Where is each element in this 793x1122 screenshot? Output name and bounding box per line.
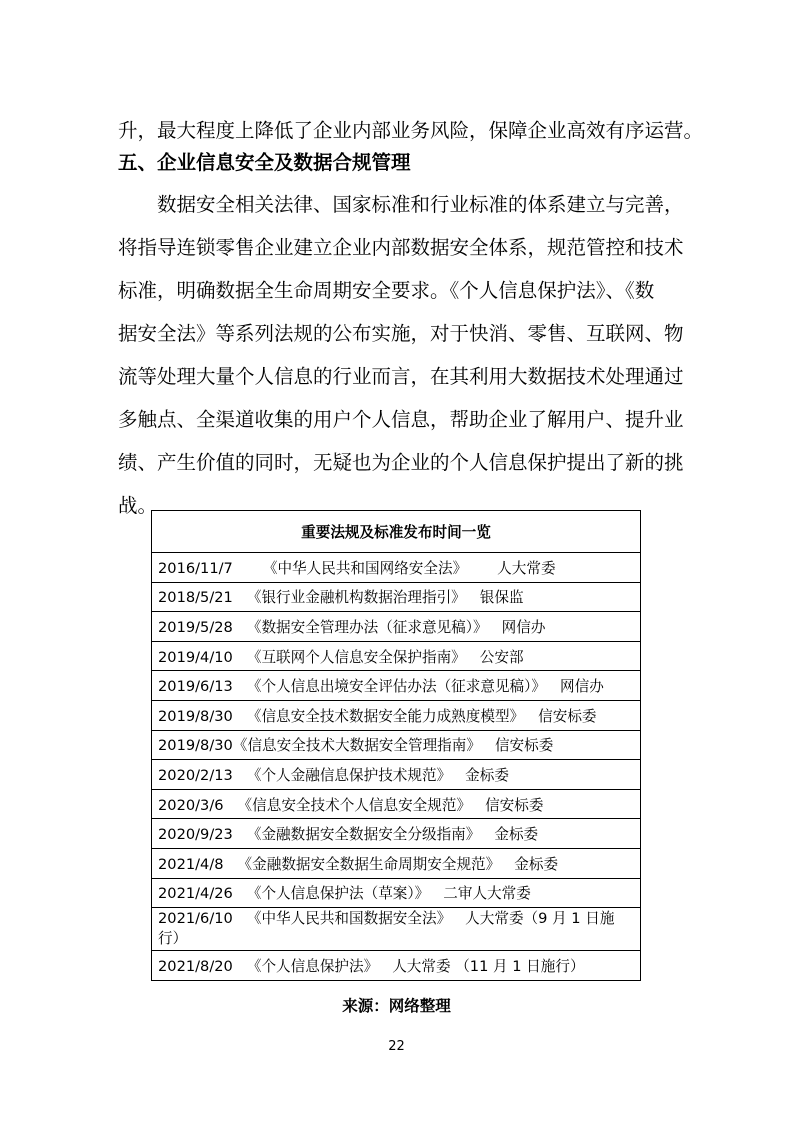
table-row bbox=[152, 641, 641, 671]
table-cell bbox=[152, 582, 641, 612]
row-law-name: 《金融数据安全数据生命周期安全规范》 bbox=[237, 855, 501, 873]
regulations-table bbox=[151, 510, 641, 981]
row-date: 2019/4/10 bbox=[158, 648, 233, 666]
row-issuer: 人大常委 bbox=[497, 559, 556, 577]
row-issuer: 金标委 bbox=[514, 855, 559, 873]
table-row bbox=[152, 819, 641, 849]
row-date: 2019/6/13 bbox=[158, 678, 233, 696]
row-date: 2020/3/6 bbox=[158, 796, 224, 814]
row-law-name: 《个人信息出境安全评估办法（征求意见稿）》 bbox=[246, 678, 547, 696]
table-row bbox=[152, 700, 641, 730]
row-date: 2016/11/7 bbox=[158, 559, 233, 577]
section-heading: 五、企业信息安全及数据合规管理 bbox=[118, 151, 411, 174]
row-issuer: 信安标委 bbox=[538, 707, 597, 725]
row-law-name: 《信息安全技术个人信息安全规范》 bbox=[237, 796, 472, 814]
table-cell bbox=[152, 760, 641, 790]
row-date: 2021/4/26 bbox=[158, 885, 233, 903]
row-law-name: 《银行业金融机构数据治理指引》 bbox=[246, 589, 466, 607]
row-date: 2019/8/30 bbox=[158, 737, 233, 755]
row-issuer: 金标委 bbox=[494, 826, 539, 844]
paragraph-line: 绩、产生价值的同时，无疑也为企业的个人信息保护提出了新的挑 bbox=[118, 451, 684, 474]
paragraph-line: 数据安全相关法律、国家标准和行业标准的体系建立与完善， bbox=[118, 193, 684, 216]
row-issuer: 公安部 bbox=[479, 648, 524, 666]
row-issuer: 银保监 bbox=[479, 589, 524, 607]
row-date: 2021/8/20 bbox=[158, 957, 233, 975]
table-row bbox=[152, 730, 641, 760]
table-cell bbox=[152, 908, 641, 951]
table-title: 重要法规及标准发布时间一览 bbox=[152, 511, 641, 553]
row-date: 2020/2/13 bbox=[158, 766, 233, 784]
table-cell bbox=[152, 730, 641, 760]
table-row bbox=[152, 878, 641, 908]
row-law-name: 《中华人民共和国数据安全法》 bbox=[246, 910, 452, 928]
table-row bbox=[152, 582, 641, 612]
table-row bbox=[152, 671, 641, 701]
row-date: 2018/5/21 bbox=[158, 589, 233, 607]
paragraph-line: 将指导连锁零售企业建立企业内部数据安全体系，规范管控和技术 bbox=[118, 236, 684, 259]
row-issuer: 信安标委 bbox=[485, 796, 544, 814]
table-cell bbox=[152, 553, 641, 583]
row-law-name: 《数据安全管理办法（征求意见稿）》 bbox=[246, 618, 488, 636]
page-number: 22 bbox=[388, 1039, 405, 1054]
row-law-name: 《信息安全技术数据安全能力成熟度模型》 bbox=[246, 707, 525, 725]
row-law-name: 《金融数据安全数据安全分级指南》 bbox=[246, 826, 481, 844]
table-cell bbox=[152, 641, 641, 671]
paragraph-line: 据安全法》等系列法规的公布实施，对于快消、零售、互联网、物 bbox=[118, 322, 684, 345]
paragraph-line: 标准，明确数据全生命周期安全要求。《个人信息保护法》、《数 bbox=[118, 279, 655, 302]
row-law-name: 《互联网个人信息安全保护指南》 bbox=[246, 648, 466, 666]
row-date: 2020/9/23 bbox=[158, 826, 233, 844]
row-law-name: 《个人金融信息保护技术规范》 bbox=[246, 766, 452, 784]
row-date: 2019/8/30 bbox=[158, 707, 233, 725]
row-issuer: 信安标委 bbox=[494, 737, 554, 755]
row-issuer: 金标委 bbox=[465, 766, 509, 784]
table-title-row bbox=[152, 511, 641, 553]
paragraph-line: 流等处理大量个人信息的行业而言，在其利用大数据技术处理通过 bbox=[118, 365, 684, 388]
paragraph-line: 战。 bbox=[118, 494, 158, 517]
row-issuer: 二审人大常委 bbox=[443, 885, 531, 903]
table-source-caption: 来源：网络整理 bbox=[342, 997, 451, 1015]
row-date: 2021/4/8 bbox=[158, 855, 224, 873]
row-law-name: 《个人信息保护法（草案）》 bbox=[246, 885, 430, 903]
row-issuer: 人大常委（9 月 1 日施行） bbox=[158, 910, 615, 948]
body-line-continuation: 升，最大程度上降低了企业内部业务风险，保障企业高效有序运营。 bbox=[118, 119, 704, 142]
table-row bbox=[152, 760, 641, 790]
paragraph-line: 多触点、全渠道收集的用户个人信息，帮助企业了解用户、提升业 bbox=[118, 408, 684, 431]
table-row bbox=[152, 612, 641, 642]
table-row bbox=[152, 951, 641, 981]
row-law-name: 《中华人民共和国网络安全法》 bbox=[262, 559, 468, 577]
row-date: 2019/5/28 bbox=[158, 618, 233, 636]
table-cell bbox=[152, 878, 641, 908]
table-cell bbox=[152, 700, 641, 730]
row-issuer: 网信办 bbox=[501, 618, 546, 636]
table-cell bbox=[152, 789, 641, 819]
table-cell bbox=[152, 819, 641, 849]
table-row bbox=[152, 908, 641, 951]
row-law-name: 《个人信息保护法》 bbox=[246, 957, 379, 975]
table-row bbox=[152, 789, 641, 819]
row-issuer: 人大常委 （11 月 1 日施行） bbox=[392, 957, 585, 975]
row-issuer: 网信办 bbox=[560, 678, 604, 696]
table-cell bbox=[152, 951, 641, 981]
table-cell bbox=[152, 612, 641, 642]
table-cell bbox=[152, 671, 641, 701]
row-law-name: 《信息安全技术大数据安全管理指南》 bbox=[232, 737, 481, 755]
table-row bbox=[152, 848, 641, 878]
table-row bbox=[152, 553, 641, 583]
row-date: 2021/6/10 bbox=[158, 910, 233, 928]
table-cell bbox=[152, 848, 641, 878]
